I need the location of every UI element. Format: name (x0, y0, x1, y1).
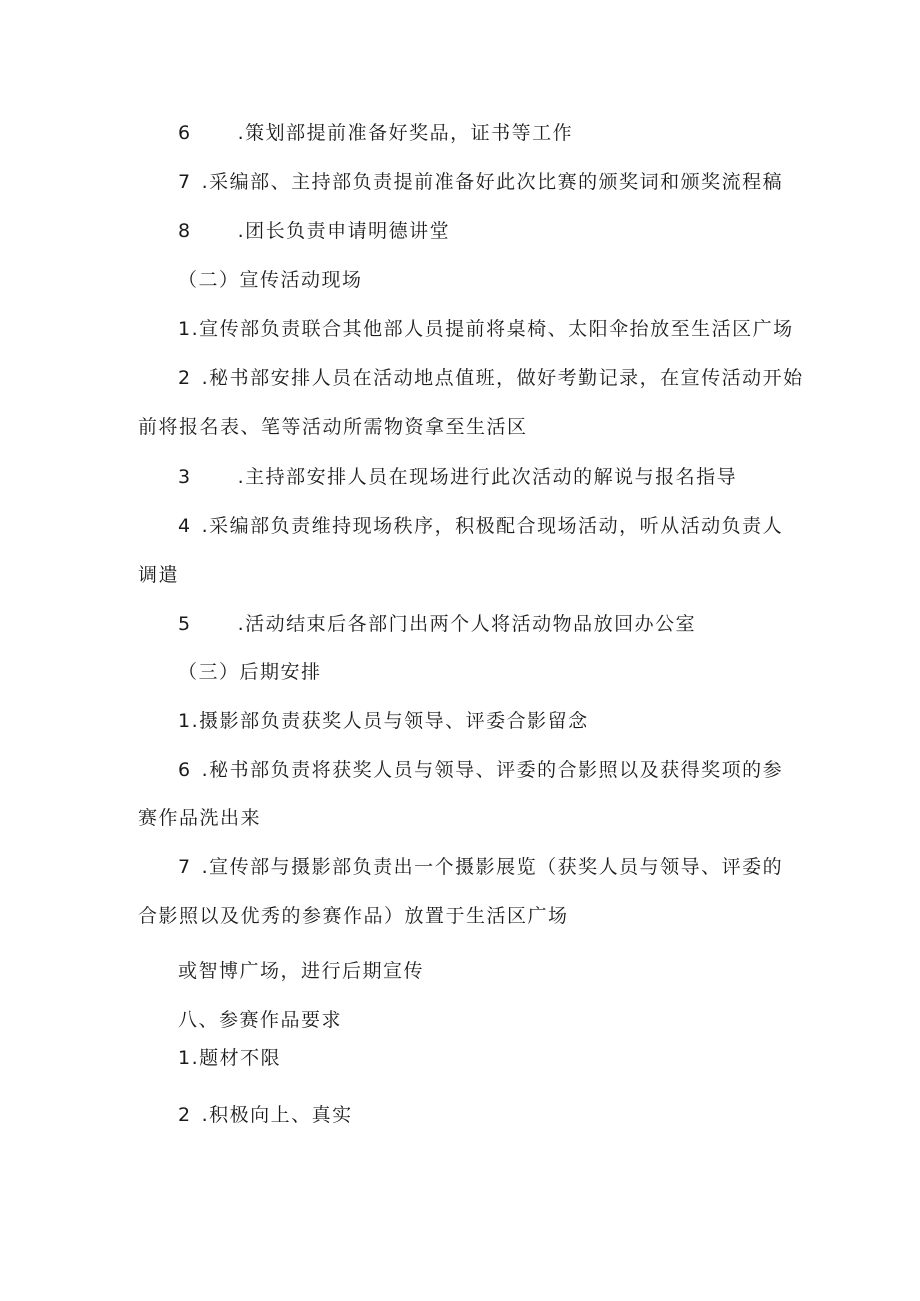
item-number: 8 (178, 220, 192, 242)
list-item-7 (178, 855, 783, 879)
list-item-7-continuation: 或智博广场，进行后期宣传 (178, 960, 425, 982)
item-text: .宣传部与摄影部负责出一个摄影展览（获奖人员与领导、评委的 (201, 856, 784, 878)
list-item-8 (178, 219, 450, 243)
list-item-6-continuation: 赛作品洗出来 (138, 807, 262, 829)
item-number: 5 (178, 613, 192, 635)
list-item-7 (178, 170, 783, 194)
list-item-4-continuation: 调遣 (138, 564, 180, 586)
item-number: 2 (178, 1104, 192, 1126)
list-item-2 (178, 1103, 353, 1127)
item-text: .活动结束后各部门出两个人将活动物品放回办公室 (237, 613, 697, 635)
item-text: .团长负责申请明德讲堂 (237, 220, 451, 242)
item-text: .主持部安排人员在现场进行此次活动的解说与报名指导 (237, 466, 738, 488)
list-item-3 (178, 465, 737, 489)
item-number: 7 (178, 171, 192, 193)
item-number: 6 (178, 122, 192, 144)
item-number: 3 (178, 466, 192, 488)
list-item-1: 1.摄影部负责获奖人员与领导、评委合影留念 (178, 710, 589, 732)
list-item-4 (178, 514, 783, 538)
list-item-6 (178, 121, 573, 145)
section-heading-followup: （三）后期安排 (178, 661, 322, 683)
item-text: .策划部提前准备好奖品，证书等工作 (237, 122, 574, 144)
item-text: .采编部负责维持现场秩序，积极配合现场活动，听从活动负责人 (201, 515, 784, 537)
list-item-1: 1.题材不限 (178, 1047, 282, 1069)
list-item-1: 1.宣传部负责联合其他部人员提前将桌椅、太阳伞抬放至生活区广场 (178, 318, 794, 340)
list-item-6 (178, 758, 783, 782)
item-text: .积极向上、真实 (201, 1104, 353, 1126)
item-number: 2 (178, 367, 192, 389)
section-heading-requirements: 八、参赛作品要求 (178, 1009, 343, 1031)
item-number: 6 (178, 759, 192, 781)
list-item-7-continuation: 合影照以及优秀的参赛作品）放置于生活区广场 (138, 905, 569, 927)
item-number: 4 (178, 515, 192, 537)
item-text: .秘书部负责将获奖人员与领导、评委的合影照以及获得奖项的参 (201, 759, 784, 781)
section-heading-publicity: （二）宣传活动现场 (178, 269, 363, 291)
item-number: 7 (178, 856, 192, 878)
list-item-2-continuation: 前将报名表、笔等活动所需物资拿至生活区 (138, 416, 528, 438)
list-item-2 (178, 366, 804, 390)
item-text: .秘书部安排人员在活动地点值班，做好考勤记录，在宣传活动开始 (201, 367, 804, 389)
list-item-5 (178, 612, 696, 636)
item-text: .采编部、主持部负责提前准备好此次比赛的颁奖词和颁奖流程稿 (201, 171, 784, 193)
